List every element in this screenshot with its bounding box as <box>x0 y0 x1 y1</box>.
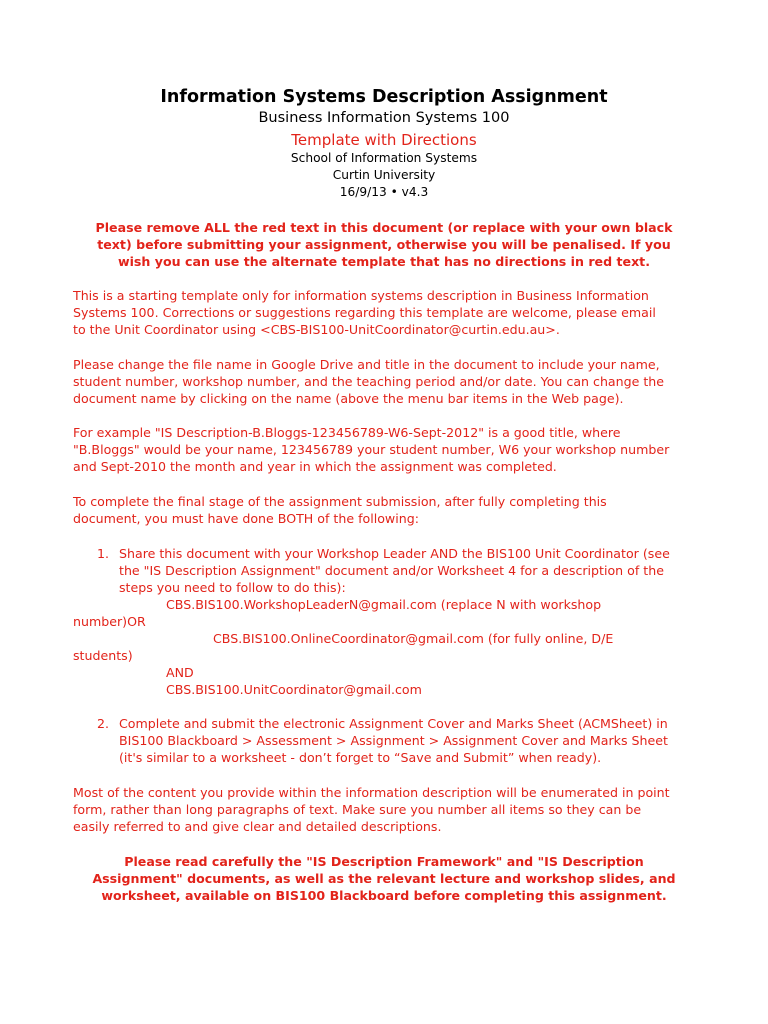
list-item-text: steps you need to follow to do this): <box>119 580 346 595</box>
example-line: and Sept-2010 the month and year in which the assignment was completed. <box>73 459 557 474</box>
list-item-text: BIS100 Blackboard > Assessment > Assignment > Assignment Cover and Marks Sheet <box>119 733 668 748</box>
closing-line: Assignment" documents, as well as the relevant lecture and workshop slides, and <box>92 871 676 886</box>
workshop-leader-email-cont: number)OR <box>73 614 146 629</box>
and-label: AND <box>166 665 194 680</box>
list-item-continuation <box>119 732 668 766</box>
online-coordinator-email: CBS.BIS100.OnlineCoordinator@gmail.com (for fully online, D/E <box>213 631 614 646</box>
content-note-paragraph <box>73 784 670 835</box>
closing-line: Please read carefully the "IS Description Framework" and "IS Description <box>124 854 644 869</box>
example-line: "B.Bloggs" would be your name, 123456789 your student number, W6 your workshop number <box>73 442 670 457</box>
example-paragraph <box>73 424 669 475</box>
list-item-text: (it's similar to a worksheet - don’t forget to “Save and Submit” when ready). <box>119 750 602 765</box>
course-name: Business Information Systems 100 <box>258 110 510 126</box>
intro-line: to the Unit Coordinator using <CBS-BIS100-UnitCoordinator@curtin.edu.au>. <box>73 322 560 337</box>
intro-paragraph <box>73 287 656 338</box>
final-stage-line: document, you must have done BOTH of the following: <box>73 511 419 526</box>
workshop-leader-email: CBS.BIS100.WorkshopLeaderN@gmail.com (replace N with workshop <box>166 597 602 612</box>
list-number: 1. <box>97 546 110 561</box>
closing-line: worksheet, available on BIS100 Blackboard before completing this assignment. <box>101 888 667 903</box>
rename-line: Please change the file name in Google Drive and title in the document to include your name, <box>73 357 660 372</box>
intro-line: Systems 100. Corrections or suggestions regarding this template are welcome, please email <box>73 305 656 320</box>
unit-coordinator-email: CBS.BIS100.UnitCoordinator@gmail.com <box>166 682 422 697</box>
list-number: 2. <box>97 716 110 731</box>
list-item <box>97 715 668 732</box>
rename-line: student number, workshop number, and the teaching period and/or date. You can change the <box>73 374 665 389</box>
list-item-text: Complete and submit the electronic Assignment Cover and Marks Sheet (ACMSheet) in <box>119 716 668 731</box>
list-item-continuation <box>119 562 664 596</box>
final-stage-paragraph <box>73 493 607 527</box>
rename-line: document name by clicking on the name (above the menu bar items in the Web page). <box>73 391 624 406</box>
content-note-line: form, rather than long paragraphs of text. Make sure you number all items so they can be <box>73 802 642 817</box>
template-label: Template with Directions <box>291 131 477 149</box>
content-note-line: easily referred to and give clear and detailed descriptions. <box>73 819 442 834</box>
warning-paragraph <box>0 219 768 270</box>
warning-line: wish you can use the alternate template that has no directions in red text. <box>117 254 650 269</box>
document-title: Information Systems Description Assignment <box>160 87 608 107</box>
version-date: 16/9/13 • v4.3 <box>339 185 429 199</box>
list-item-text: Share this document with your Workshop Leader AND the BIS100 Unit Coordinator (see <box>119 546 670 561</box>
content-note-line: Most of the content you provide within the information description will be enumerated in point <box>73 785 670 800</box>
online-coordinator-email-cont: students) <box>73 648 133 663</box>
example-line: For example "IS Description-B.Bloggs-123456789-W6-Sept-2012" is a good title, where <box>73 425 621 440</box>
list-item <box>97 545 670 562</box>
rename-paragraph <box>73 356 664 407</box>
warning-line: Please remove ALL the red text in this document (or replace with your own black <box>95 220 673 235</box>
university-name: Curtin University <box>332 168 436 182</box>
final-stage-line: To complete the final stage of the assignment submission, after fully completing this <box>73 494 607 509</box>
intro-line: This is a starting template only for information systems description in Business Information <box>73 288 649 303</box>
school-name: School of Information Systems <box>290 151 478 165</box>
list-item-text: the "IS Description Assignment" document and/or Worksheet 4 for a description of the <box>119 563 664 578</box>
warning-line: text) before submitting your assignment, otherwise you will be penalised. If you <box>97 237 671 252</box>
closing-paragraph <box>0 853 768 904</box>
